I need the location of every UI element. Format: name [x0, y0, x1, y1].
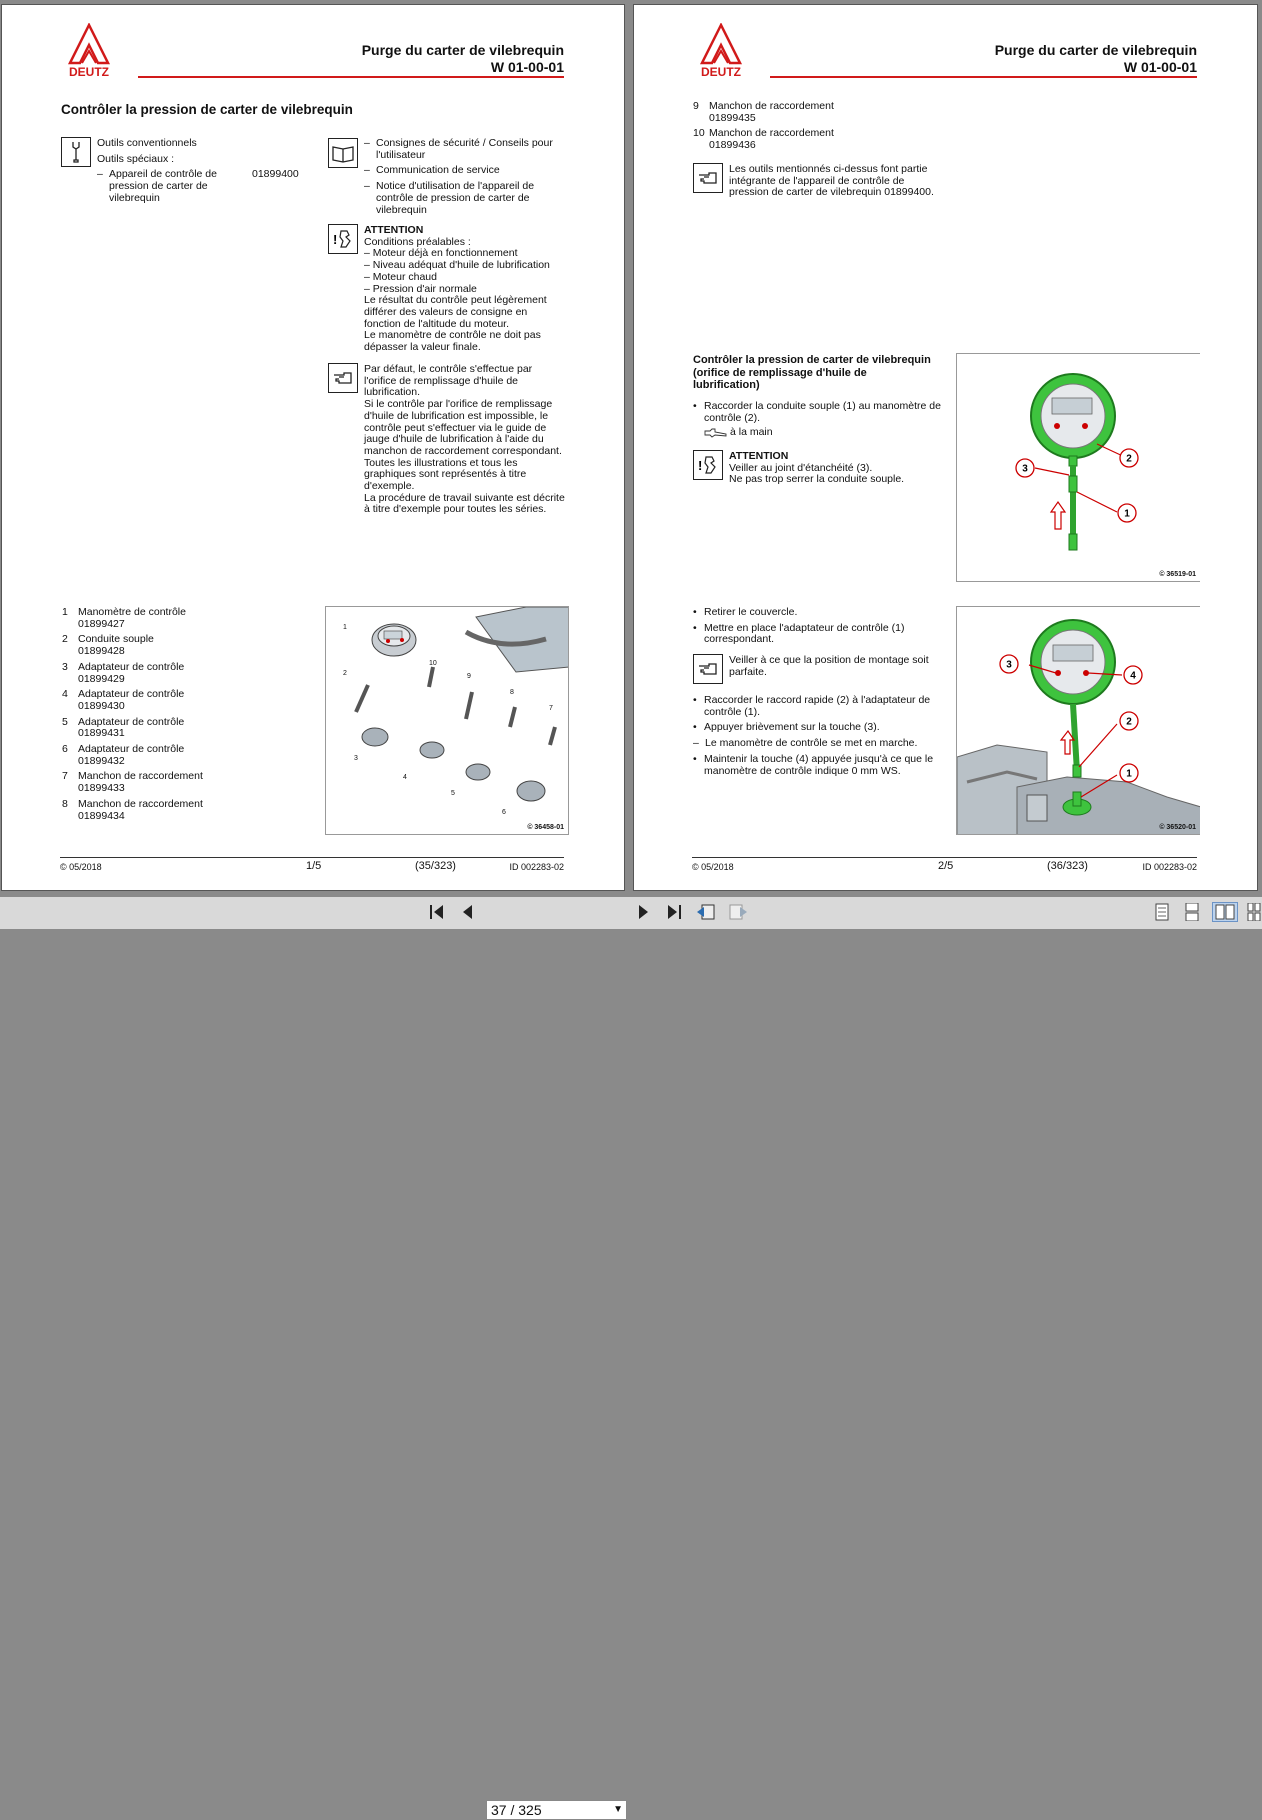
figure-ref: © 36458-01	[527, 824, 564, 831]
step-item: • Appuyer brièvement sur la touche (3).	[693, 721, 880, 734]
part-number: 9	[693, 100, 699, 112]
forward-view-icon[interactable]	[728, 902, 748, 922]
tool-item: – Appareil de contrôle de pression de carter de vilebrequin 01899400	[97, 168, 299, 204]
part-number: 2	[62, 633, 68, 646]
part-name: Adaptateur de contrôle	[78, 715, 185, 728]
deutz-logo	[60, 23, 118, 79]
figure-label: 2	[343, 670, 347, 677]
figure-label: 5	[451, 790, 455, 797]
part-name: Manchon de raccordement	[709, 127, 834, 140]
attention-line: – Moteur chaud	[364, 270, 437, 283]
note-line: lubrification.	[364, 386, 421, 399]
tools-kit-drawing	[326, 607, 569, 835]
step-item: • Mettre en place l'adaptateur de contrôle (1) correspondant.	[693, 621, 905, 646]
part-number: 4	[62, 688, 68, 701]
callout-label: 3	[1006, 659, 1012, 671]
page-header	[995, 42, 1197, 76]
callout-label: 4	[1130, 670, 1136, 682]
two-page-continuous-view-icon[interactable]	[1244, 902, 1262, 922]
book-icon	[328, 138, 358, 168]
figure-ref: © 36519-01	[1159, 571, 1196, 578]
footer-rule	[692, 857, 1197, 858]
engine-install-figure	[956, 606, 1200, 835]
header-code: W 01-00-01	[490, 59, 564, 75]
part-number: 1	[62, 606, 68, 618]
part-item	[62, 799, 312, 822]
spanner-icon	[704, 428, 728, 438]
gauge-hose-drawing	[957, 354, 1200, 582]
part-item	[693, 128, 943, 151]
callout-label: 3	[1022, 463, 1028, 475]
step-item: • Retirer le couvercle.	[693, 606, 798, 618]
footer-copyright: © 05/2018	[692, 862, 734, 872]
tools-special: Outils spéciaux :	[97, 152, 175, 165]
note-line: Toutes les illustrations et tous les	[364, 456, 518, 469]
header-rule	[770, 76, 1197, 78]
attention-line: – Moteur déjà en fonctionnement	[364, 247, 518, 260]
footer-page: 2/5	[938, 860, 954, 872]
part-code: 01899435	[709, 111, 756, 124]
tool-number: 01899400	[252, 168, 299, 181]
attention-line: – Pression d'air normale	[364, 282, 477, 295]
note-line: Par défaut, le contrôle s'effectue par	[364, 363, 533, 375]
attention-line: dépasser la valeur finale.	[364, 341, 481, 354]
footer-rule	[60, 857, 564, 858]
header-title: Purge du carter de vilebrequin	[361, 42, 564, 58]
header-rule	[138, 76, 564, 78]
footer-page: 1/5	[306, 860, 322, 872]
part-name: Adaptateur de contrôle	[78, 660, 185, 673]
two-page-view-icon[interactable]	[1212, 902, 1238, 922]
doc-item: – Communication de service	[364, 164, 500, 177]
deutz-logo	[692, 23, 750, 79]
part-item	[62, 634, 312, 657]
last-page-icon[interactable]	[664, 902, 684, 922]
note-line: contrôle peut s'effectuer via le guide de	[364, 421, 547, 434]
attention-line: différer des valeurs de consigne en	[364, 305, 528, 318]
tools-conventional: Outils conventionnels	[97, 137, 197, 149]
continuous-view-icon[interactable]	[1182, 902, 1202, 922]
part-code: 01899434	[78, 809, 125, 822]
note-line: d'exemple.	[364, 480, 415, 493]
figure-label: 8	[510, 689, 514, 696]
part-name: Manomètre de contrôle	[78, 606, 186, 618]
section-title: Contrôler la pression de carter de vilebrequin	[61, 102, 353, 117]
part-number: 8	[62, 797, 68, 810]
footer-id: ID 002283-02	[1142, 862, 1197, 872]
first-page-icon[interactable]	[427, 902, 447, 922]
engine-install-drawing	[957, 607, 1200, 835]
note-line: Les outils mentionnés ci-dessus font partie	[729, 163, 928, 175]
part-number: 7	[62, 770, 68, 783]
note-line: jauge d'huile de lubrification à l'aide du	[364, 433, 544, 446]
section-title-line: Contrôler la pression de carter de vilebrequin	[693, 354, 931, 366]
header-code: W 01-00-01	[1123, 59, 1197, 75]
part-item	[693, 101, 943, 124]
part-name: Manchon de raccordement	[78, 770, 203, 783]
figure-label: 4	[403, 774, 407, 781]
svg-text:DEUTZ: DEUTZ	[701, 65, 741, 79]
next-page-icon[interactable]	[634, 902, 654, 922]
part-code: 01899427	[78, 617, 125, 630]
footer-total: (36/323)	[1047, 860, 1088, 872]
chevron-down-icon: ▼	[613, 1804, 623, 1815]
single-page-view-icon[interactable]	[1152, 902, 1172, 922]
doc-item: – Notice d'utilisation de l'appareil de contrôle de pression de carter de vilebrequin	[364, 180, 535, 216]
figure-label: 3	[354, 755, 358, 762]
step-list	[693, 695, 963, 777]
note-line: graphiques sont représentés à titre	[364, 468, 527, 481]
wrench-icon	[61, 137, 91, 167]
callout-label: 2	[1126, 453, 1132, 465]
figure-label: 7	[549, 705, 553, 712]
step-item: • Maintenir la touche (4) appuyée jusqu'à ce que le manomètre de contrôle indique 0 mm WS.	[693, 752, 934, 777]
note-line: pression de carter de vilebrequin 01899400.	[729, 186, 934, 199]
part-code: 01899431	[78, 727, 125, 740]
gauge-hose-figure	[956, 353, 1200, 582]
part-item	[62, 689, 312, 712]
note-line: manchon de raccordement correspondant.	[364, 444, 562, 457]
page-header	[362, 42, 564, 76]
part-code: 01899436	[709, 139, 756, 152]
attention-line: Conditions préalables :	[364, 235, 471, 248]
part-number: 6	[62, 743, 68, 756]
docs-list	[364, 138, 574, 216]
hand-pointer-icon	[328, 363, 358, 393]
note-line: à titre d'exemple pour toutes les séries.	[364, 503, 547, 516]
part-name: Conduite souple	[78, 633, 154, 646]
prev-page-icon[interactable]	[457, 902, 477, 922]
part-item	[62, 662, 312, 685]
attention-line: Le résultat du contrôle peut légèrement	[364, 294, 547, 307]
part-code: 01899429	[78, 672, 125, 685]
section-title-line: lubrification)	[693, 379, 760, 391]
attention-block: ATTENTION Conditions préalables : – Moteur déjà en fonctionnement – Niveau adéquat d'huile de lubrification – Moteur chaud – Pression d'air normale Le résultat du contrôle peut légèrement différer des valeurs de consigne en fonction de l'altitude du moteur. Le manomètre de contrôle ne doit pas dépasser la valeur finale.	[364, 225, 579, 354]
part-item	[62, 744, 312, 767]
part-number: 3	[62, 660, 68, 673]
document-page-right	[633, 4, 1258, 891]
viewer-toolbar	[0, 897, 1262, 1818]
note-text	[364, 364, 579, 516]
part-code: 01899430	[78, 699, 125, 712]
part-item	[62, 717, 312, 740]
svg-text:DEUTZ: DEUTZ	[69, 65, 109, 79]
tools-kit-figure	[325, 606, 569, 835]
callout-label: 1	[1124, 508, 1130, 520]
figure-label: 1	[343, 624, 347, 631]
part-code: 01899428	[78, 645, 125, 658]
callout-label: 2	[1126, 716, 1132, 728]
tools-list	[97, 138, 312, 205]
part-item	[62, 607, 312, 630]
header-title: Purge du carter de vilebrequin	[994, 42, 1197, 58]
attention-icon	[693, 450, 723, 480]
figure-label: 6	[502, 809, 506, 816]
note-line: intégrante de l'appareil de contrôle de	[729, 174, 905, 187]
callout-label: 1	[1126, 768, 1132, 780]
section-title	[693, 354, 958, 392]
doc-item: – Consignes de sécurité / Conseils pour l'utilisateur	[364, 137, 553, 161]
step-item: • Raccorder la conduite souple (1) au manomètre de contrôle (2).	[693, 400, 941, 424]
attention-line: Le manomètre de contrôle ne doit pas	[364, 329, 541, 342]
figure-label: 9	[467, 673, 471, 680]
attention-line: – Niveau adéquat d'huile de lubrification	[364, 259, 550, 272]
step-item: • Raccorder le raccord rapide (2) à l'adaptateur de contrôle (1).	[693, 694, 931, 718]
part-number: 10	[693, 127, 705, 140]
note-text	[729, 164, 969, 199]
footer-total: (35/323)	[415, 860, 456, 872]
step-list	[693, 607, 953, 646]
footer-id: ID 002283-02	[509, 862, 564, 872]
hand-pointer-icon	[693, 163, 723, 193]
back-view-icon[interactable]	[696, 902, 716, 922]
part-name: Adaptateur de contrôle	[78, 743, 185, 756]
note-line: l'orifice de remplissage d'huile de	[364, 374, 519, 387]
part-code: 01899432	[78, 754, 125, 767]
note-line: d'huile de lubrification est impossible, le	[364, 409, 549, 422]
section-title-line: (orifice de remplissage d'huile de	[693, 366, 867, 379]
parts-list-continued	[693, 101, 943, 152]
footer-copyright: © 05/2018	[60, 862, 102, 872]
svg-text:!: !	[698, 458, 703, 473]
step-list	[693, 401, 953, 439]
part-name: Manchon de raccordement	[709, 100, 834, 112]
figure-ref: © 36520-01	[1159, 824, 1196, 831]
svg-text:!: !	[333, 232, 338, 247]
figure-label: 10	[429, 660, 437, 667]
note-line: La procédure de travail suivante est décrite	[364, 491, 565, 504]
part-name: Adaptateur de contrôle	[78, 688, 185, 701]
part-number: 5	[62, 715, 68, 728]
part-code: 01899433	[78, 782, 125, 795]
document-page-left	[1, 4, 625, 891]
attention-text	[364, 237, 579, 354]
torque-hint: à la main	[704, 427, 953, 439]
note-line: Si le contrôle par l'orifice de remplissage	[364, 398, 553, 411]
page-number-select[interactable]: 37 / 325 ▼	[486, 1800, 627, 1820]
attention-icon	[328, 224, 358, 254]
attention-line: fonction de l'altitude du moteur.	[364, 317, 510, 330]
step-result: – Le manomètre de contrôle se met en marche.	[693, 737, 918, 750]
note-text: Veiller à ce que la position de montage soit parfaite.	[729, 654, 929, 678]
attention-block: ATTENTION Veiller au joint d'étanchéité (3). Ne pas trop serrer la conduite souple.	[729, 450, 905, 486]
part-name: Manchon de raccordement	[78, 797, 203, 810]
parts-list	[62, 607, 312, 822]
hand-pointer-icon	[693, 654, 723, 684]
part-item	[62, 771, 312, 794]
